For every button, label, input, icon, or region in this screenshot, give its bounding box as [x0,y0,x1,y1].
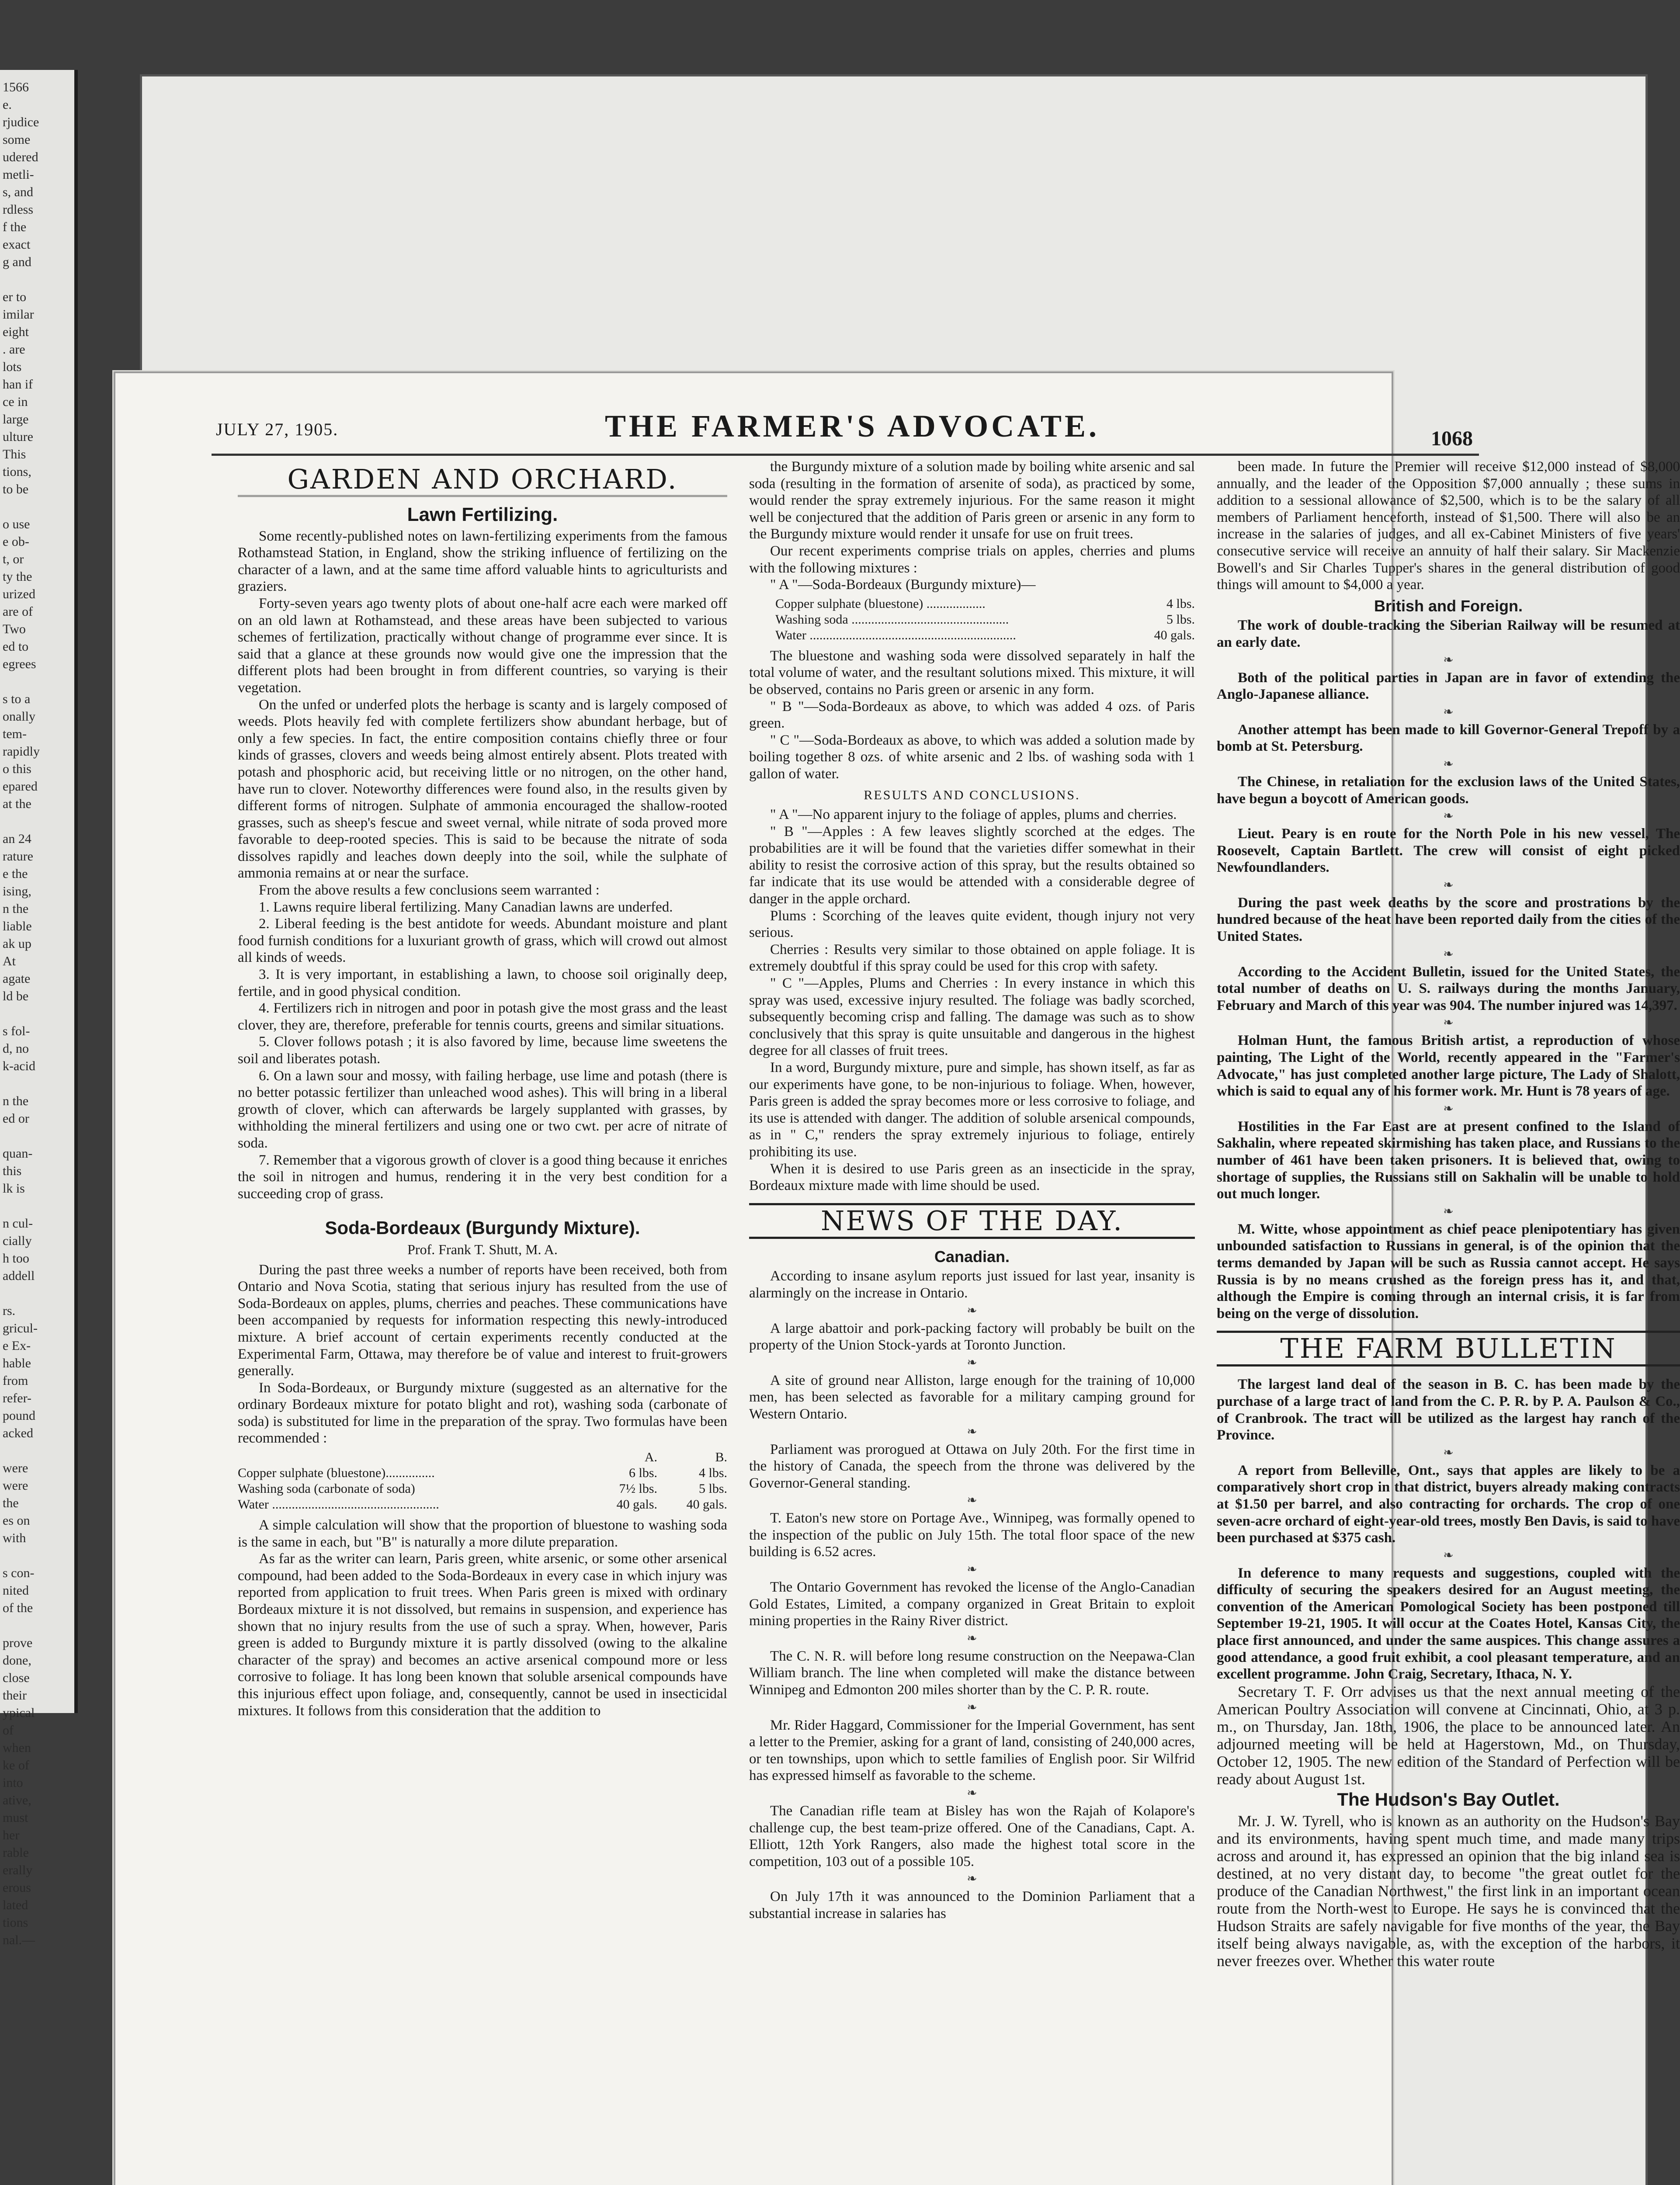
bulletin-item: In deference to many requests and suggestions, coupled with the difficulty of securing the speakers desired for an August meeting, the convention of the American Pomological Society has been postponed till September 19-21, 1905. It will occur at the Coates Hotel, Kansas City, the place first announced, and under the same auspices. This change assures a good attendance, a good fruit exhibit, a cool pleasant temperature, and an excellent programme. John Craig, Secretary, Ithaca, N. Y. [1217,1565,1680,1682]
margin-fragment: g and [3,255,31,269]
margin-fragment: es on [3,1513,30,1528]
margin-fragment: f the [3,220,27,234]
margin-fragment: were [3,1461,28,1475]
margin-fragment: cially [3,1234,32,1248]
table-cell [238,1450,587,1465]
margin-fragment: at the [3,797,31,811]
margin-fragment: quan- [3,1146,33,1161]
margin-fragment: done, [3,1653,31,1668]
margin-fragment: s fol- [3,1024,30,1038]
table-cell: 40 gals. [686,1497,727,1512]
news-item: The C. N. R. will before long resume construction on the Neepawa-Clan William branch. The line when completed will make the distance between Winnipeg and Edmonton 200 miles shorter than by the C. P. R. route. [749,1648,1195,1698]
margin-fragment: Two [3,622,26,636]
margin-fragment: lated [3,1898,28,1912]
results-body [749,806,1195,1194]
table-cell: 6 lbs. [628,1466,657,1481]
item-separator: ❧ [1443,947,1454,961]
margin-fragment: exact [3,237,31,252]
news-item: A large abattoir and pork-packing factory will probably be built on the property of the Union Stock-yards at Toronto Junction. [749,1320,1195,1353]
item-separator: ❧ [1443,757,1454,771]
margin-fragment: metli- [3,167,34,182]
news-item: The Chinese, in retaliation for the exclusion laws of the United States, have begun a boycott of American goods. [1217,773,1680,807]
paragraph: " C "—Apples, Plums and Cherries : In every instance in which this spray was used, excessive injury resulted. The foliage was badly scorched, subsequently becoming crisp and falling. The damage was such as to show conclusively that this spray is quite unsuitable and dangerous in the highest degree for all classes of fruit trees. [749,975,1195,1059]
margin-fragment: udered [3,150,38,164]
margin-fragment: addell [3,1269,35,1283]
paragraph: " A "—Soda-Bordeaux (Burgundy mixture)— [770,577,1036,593]
section-banner-garden: GARDEN AND ORCHARD. [238,464,727,497]
article-body-lawn [238,528,727,1203]
margin-fragment: er to [3,290,27,304]
table-cell: 4 lbs. [1166,596,1195,611]
bulletin-item: A report from Belleville, Ont., says that apples are likely to be a comparatively short crop in that district, buyers already making contracts at $1.50 per barrel, and also contracting for orchards. The crop of one seven-acre orchard of eight-year-old trees, mostly Ben Davis, is said to have been purchased at $375 cash. [1217,1462,1680,1546]
margin-fragment: ed or [3,1111,29,1126]
margin-fragment: o use [3,517,30,531]
margin-fragment: rjudice [3,115,39,129]
paragraph: 6. On a lawn sour and mossy, with failing herbage, use lime and potash (there is no better potassic fertilizer than unleached wood ashes). This will bring in a liberal growth of clover, which can afterwards be largely supplanted with grasses, by withholding the mineral fertilizers and using one or two cwt. per acre of nitrate of soda. [238,1068,727,1151]
paragraph: 5. Clover follows potash ; it is also favored by lime, because lime sweetens the soil and liberates potash. [238,1034,727,1067]
news-item: Mr. Rider Haggard, Commissioner for the Imperial Government, has sent a letter to the Premier, asking for a grant of land, consisting of 240,000 acres, or ten townships, upon which to settle families of English poor. Sir Wilfrid has expressed himself as favorable to the scheme. [749,1717,1195,1784]
margin-fragment: imilar [3,307,34,322]
margin-fragment: ative, [3,1793,31,1807]
article-byline: Prof. Frank T. Shutt, M. A. [407,1241,558,1257]
margin-fragment: . are [3,342,25,357]
results-heading: RESULTS AND CONCLUSIONS. [864,787,1080,802]
margin-fragment: pound [3,1408,35,1423]
article-body-soda-cont2 [749,458,1195,593]
margin-fragment: t, or [3,552,24,566]
margin-fragment: are of [3,604,33,619]
paragraph: In a word, Burgundy mixture, pure and simple, has shown itself, as far as our experiments have gone, to be non-injurious to foliage. When, however, Paris green is added the spray becomes more or less corrosive to foliage, and its use is attended with danger. The addition of soluble arsenical compounds, as in " C," renders the spray extremely injurious to foliage, entirely prohibiting its use. [749,1060,1195,1160]
paragraph: Plums : Scorching of the leaves quite evident, though injury not very serious. [749,908,1195,941]
item-separator: ❧ [1443,1548,1454,1562]
poultry-notice: Secretary T. F. Orr advises us that the next annual meeting of the American Poultry Association will convene at Cincinnati, Ohio, at 3 p. m., on Thursday, Jan. 18th, 1906, the place to be announced later. An adjourned meeting will be held at Hagerstown, Md., on Thursday, October 12, 1905. The new edition of the Standard of Perfection will be ready about August 1st. [1217,1682,1680,1788]
news-item: Another attempt has been made to kill Governor-General Trepoff by a bomb at St. Petersburg. [1217,721,1680,755]
news-item: A site of ground near Alliston, large enough for the training of 10,000 men, has been selected as favorable for a military camping ground for Western Ontario. [749,1372,1195,1422]
news-item: M. Witte, whose appointment as chief peace plenipotentiary has given unbounded satisfaction to Russians in general, is of the opinion that the terms demanded by Japan will be such as Russia cannot accept. He says Russia is by no means crushed as the foreign press has it, and that, although the Empire is coming through an internal crisis, it is far from being on the verge of dissolution. [1217,1221,1680,1321]
margin-fragment: e Ex- [3,1339,31,1353]
margin-fragment: k-acid [3,1059,35,1073]
news-item: The Ontario Government has revoked the license of the Anglo-Canadian Gold Estates, Limited, a company organized in Great Britain to exploit mining properties in the Rainy River district. [749,1579,1195,1629]
item-separator: ❧ [1443,878,1454,892]
table-cell: Washing soda (carbonate of soda) [238,1481,415,1496]
section-banner-news: NEWS OF THE DAY. [749,1203,1195,1239]
item-separator: ❧ [967,1631,977,1645]
paragraph: The bluestone and washing soda were dissolved separately in half the total volume of water, and the resultant solutions mixed. This mixture, it will be observed, contains no Paris green or arsenic in any form. [749,648,1195,697]
paragraph: During the past three weeks a number of reports have been received, both from Ontario and Nova Scotia, stating that serious injury has resulted from the use of Soda-Bordeaux on apples, plums, cherries and peaches. These communications have been accompanied by requests for information respecting this newly-introduced mixture. A brief account of certain experiments recently conducted at the Experimental Farm, Ottawa, may therefore be of value and interest to fruit-growers generally. [238,1262,727,1379]
newspaper-page [114,371,1680,2185]
table-cell: Water ............................................................... [775,628,1016,642]
margin-fragment: s to a [3,692,31,706]
margin-fragment: e ob- [3,534,29,549]
news-subhead-british: British and Foreign. [1374,597,1523,615]
section-banner-farm-bulletin: THE FARM BULLETIN [1217,1331,1680,1366]
table-cell: 40 gals. [616,1497,657,1512]
margin-fragment: erous [3,1880,31,1895]
news-item: Hostilities in the Far East are at present confined to the Island of Sakhalin, where repeated skirmishing has taken place, and Russians to the number of 461 have been taken prisoners. It is believed that, owing to shortage of supplies, the Russians still on Sakhalin will be unable to hold out much longer. [1217,1118,1680,1202]
margin-fragment: This [3,447,26,461]
item-separator: ❧ [1443,1102,1454,1116]
news-item: According to insane asylum reports just issued for last year, insanity is alarmingly on the increase in Ontario. [749,1268,1195,1301]
paragraph: Forty-seven years ago twenty plots of about one-half acre each were marked off on an old lawn at Rothamstead, and these areas have been subjected to various schemes of fertilization, practically without change of programme ever since. It is said that a glance at these grounds now would give one the impression that the different plots had been brought in from different countries, so varying is their vegetation. [238,595,727,696]
margin-fragment: epared [3,779,38,794]
margin-fragment: tions [3,1915,28,1930]
margin-fragment: must [3,1810,28,1825]
page-number: 1068 [1431,427,1473,450]
margin-fragment: n cul- [3,1216,33,1231]
paragraph: " B "—Apples : A few leaves slightly scorched at the edges. The probabilities are it will be found that the varieties differ somewhat in their ability to resist the corrosive action of this spray, but the results obtained so far indicate that its use would be attended with a considerable degree of danger in the apple orchard. [749,823,1195,907]
margin-fragment: At [3,954,16,968]
margin-fragment: some [3,132,31,147]
margin-fragment: e. [3,97,12,112]
item-separator: ❧ [1443,809,1454,823]
margin-fragment: rdless [3,202,33,217]
paragraph: When it is desired to use Paris green as an insecticide in the spray, Bordeaux mixture made with lime should be used. [749,1161,1195,1194]
margin-fragment: rature [3,849,33,864]
item-separator: ❧ [967,1356,977,1370]
margin-fragment: close [3,1671,30,1685]
previous-page-edge [0,70,78,1947]
margin-fragment: her [3,1828,20,1842]
news-subhead-canadian: Canadian. [934,1247,1010,1266]
news-items-british [1217,617,1680,1322]
margin-fragment: this [3,1164,22,1178]
margin-fragment: ty the [3,569,32,584]
margin-fragment: of the [3,1601,33,1615]
masthead-title: THE FARMER'S ADVOCATE. [605,409,1100,444]
formula-table [238,1450,727,1512]
news-item: Both of the political parties in Japan are in favor of extending the Anglo-Japanese alliance. [1217,669,1680,703]
margin-fragment: tions, [3,465,31,479]
margin-fragment: rable [3,1845,29,1860]
table-cell: 5 lbs. [698,1481,727,1496]
article-title-hudson: The Hudson's Bay Outlet. [1337,1789,1560,1810]
item-separator: ❧ [1443,1204,1454,1218]
margin-fragment: ce in [3,395,28,409]
margin-fragment: an 24 [3,832,31,846]
news-item: On July 17th it was announced to the Dominion Parliament that a substantial increase in salaries has [749,1889,1195,1921]
news-item: During the past week deaths by the score and prostrations by the hundred because of the heat have been reported daily from the cities of the United States. [1217,895,1680,945]
margin-fragment: egrees [3,657,36,671]
paragraph: In Soda-Bordeaux, or Burgundy mixture (suggested as an alternative for the ordinary Bordeaux mixture for potato blight and rot), washing soda (carbonate of soda) is substituted for lime in the preparation of the spray. Two formulas have been recommended : [238,1380,727,1446]
item-separator: ❧ [967,1425,977,1439]
paragraph: 7. Remember that a vigorous growth of clover is a good thing because it enriches the soil in nitrogen and humus, rendering it in the very best condition for a succeeding crop of grass. [238,1152,727,1202]
margin-fragment: to be [3,482,29,496]
margin-fragment: tem- [3,727,27,741]
paragraph: 4. Fertilizers rich in nitrogen and poor in potash give the most grass and the least clover, they are, therefore, preferable for tennis courts, greens and similar situations. [238,1000,727,1033]
margin-fragment: gricul- [3,1321,38,1335]
column-1 [238,458,727,1719]
margin-fragment: acked [3,1426,33,1440]
table-cell: 5 lbs. [1166,612,1195,627]
table-cell: A. [644,1450,657,1465]
news-item: According to the Accident Bulletin, issued for the United States, the total number of deaths on U. S. railways during the months January, February and March of this year was 904. The number injured was 14,397. [1217,964,1680,1013]
margin-fragment: s, and [3,185,33,199]
margin-fragment: lk is [3,1181,25,1196]
column-3 [1217,458,1680,1970]
margin-fragment: han if [3,377,33,392]
table-cell: Water ................................................... [238,1497,439,1512]
margin-fragment: urized [3,587,35,601]
paragraph: From the above results a few conclusions seem warranted : [259,882,600,898]
margin-fragment: refer- [3,1391,31,1405]
table-cell: 7½ lbs. [619,1481,657,1496]
margin-fragment: the [3,1496,19,1510]
margin-fragment: n the [3,902,29,916]
margin-fragment: when [3,1741,31,1755]
margin-fragment: rs. [3,1304,16,1318]
margin-fragment: with [3,1531,26,1545]
margin-fragment: ke of [3,1758,29,1772]
margin-fragment: their [3,1688,27,1703]
margin-fragment: h too [3,1251,29,1266]
table-cell: 40 gals. [1154,628,1195,642]
paragraph: A simple calculation will show that the proportion of bluestone to washing soda is the same in each, but "B" is naturally a more dilute preparation. [238,1517,727,1550]
news-item: The work of double-tracking the Siberian Railway will be resumed at an early date. [1217,617,1680,650]
article-body-soda [238,1262,727,1447]
news-salary-cont [1217,458,1680,593]
paragraph: 1. Lawns require liberal fertilizing. Many Canadian lawns are underfed. [259,899,673,915]
bulletin-item: The largest land deal of the season in B. C. has been made by the purchase of a large tract of land from the C. P. R. by P. A. Paulson & Co., of Cranbrook. The tract will be utilized as the largest hay ranch of the Province. [1217,1377,1680,1443]
margin-fragment: onally [3,709,35,724]
issue-date: JULY 27, 1905. [216,420,339,439]
table-cell: 4 lbs. [698,1466,727,1481]
margin-fragment: prove [3,1636,33,1650]
news-item: Lieut. Peary is en route for the North Pole in his new vessel, The Roosevelt, Captain Bartlett. The crew will consist of eight picked Newfoundlanders. [1217,826,1680,876]
margin-fragment: d, no [3,1041,29,1056]
paragraph: As far as the writer can learn, Paris green, white arsenic, or some other arsenical compound, had been added to the Soda-Bordeaux in every case in which injury was reported from application to fruit trees. When Paris green is mixed with ordinary Bordeaux mixture it is not dissolved, but remains in suspension, and experience has shown that no injury results from the use of such a spray. When, however, Paris green is added to Burgundy mixture it is partly dissolved (owing to the alkaline character of the spray) and becomes an active arsenical compound more or less corrosive to foliage. It has long been known that soluble arsenical compounds have this injurious effect upon foliage, and, consequently, cannot be used in insecticidal mixtures. It follows from this consideration that the addition to [238,1551,727,1719]
paragraph: the Burgundy mixture of a solution made by boiling white arsenic and sal soda (resulting in the formation of arsenite of soda), as practiced by some, would render the spray extremely injurious. For the same reason it might well be conjectured that the addition of Paris green or arsenic in any form to the Burgundy mixture would render it unsafe for use on fruit trees. [749,459,1195,542]
margin-fragment: rapidly [3,744,40,759]
margin-fragment: ypical [3,1706,35,1720]
margin-fragment: ak up [3,936,31,951]
item-separator: ❧ [967,1786,977,1800]
item-separator: ❧ [967,1700,977,1714]
margin-fragment: o this [3,762,31,776]
item-separator: ❧ [1443,1446,1454,1460]
table-cell: Copper sulphate (bluestone)............... [238,1466,435,1481]
margin-fragment: ising, [3,884,31,898]
margin-fragment: ld be [3,989,29,1003]
margin-fragment: nited [3,1583,29,1598]
paragraph: " B "—Soda-Bordeaux as above, to which was added 4 ozs. of Paris green. [749,698,1195,732]
item-separator: ❧ [1443,653,1454,667]
mixture-table [775,596,1195,643]
item-separator: ❧ [1443,705,1454,719]
margin-fragment: s con- [3,1566,35,1580]
article-title-soda: Soda-Bordeaux (Burgundy Mixture). [325,1217,640,1238]
paragraph: Some recently-published notes on lawn-fertilizing experiments from the famous Rothamstead Station, in England, show the striking influence of fertilizing on the character of a lawn, and at the same time afford valuable hints to agriculturists and graziers. [238,528,727,595]
table-cell: B. [715,1450,727,1465]
column-2 [749,458,1195,1922]
news-items-canadian [749,1268,1195,1922]
margin-fragment: e the [3,867,28,881]
margin-fragment: n the [3,1094,29,1108]
margin-fragment: eight [3,325,29,339]
news-item: T. Eaton's new store on Portage Ave., Winnipeg, was formally opened to the inspection of the public on July 15th. The total floor space of the new building is 6.52 acres. [749,1510,1195,1560]
margin-fragment: of [3,1723,14,1738]
margin-fragment: ed to [3,639,29,654]
farm-bulletin-items [1217,1376,1680,1683]
margin-fragment: lots [3,360,22,374]
paragraph: " C "—Soda-Bordeaux as above, to which was added a solution made by boiling together 8 ozs. of white arsenic and 2 lbs. of washing soda with 1 gallon of water. [749,732,1195,782]
item-separator: ❧ [1443,1016,1454,1030]
margin-fragment: 1566 [3,80,29,94]
news-item: Parliament was prorogued at Ottawa on July 20th. For the first time in the history of Canada, the speech from the throne was delivered by the Governor-General standing. [749,1441,1195,1491]
article-body-hudson: Mr. J. W. Tyrell, who is known as an authority on the Hudson's Bay and its environments, having spent much time, and made many trips across and around it, has expressed an opinion that the big inland sea is destined, at no very distant day, to become "the great outlet for the produce of the Canadian Northwest," the first link in an important ocean route from the North-west to Europe. He says he is convinced that the Hudson Straits are safely navigable for five months of the year, the Bay itself being always navigable, as, with the exception of the harbors, it never freezes over. Whether this water route [1217,1812,1680,1970]
margin-fragment: agate [3,971,31,986]
margin-fragment: nal.— [3,1933,35,1947]
paragraph: been made. In future the Premier will receive $12,000 instead of $8,000 annually, and the leader of the Opposition $7,000 annually ; these sums in addition to a sessional allowance of $2,500, which is to be the salary of all members of Parliament henceforth, instead of $1,500. There will also be an increase in the salaries of judges, and all ex-Cabinet Ministers of five years' consecutive service will receive an annuity of half their salary. Sir Mackenzie Bowell's and Sir Charles Tupper's shares in the general distribution of good things will amount to $4,000 a year. [1217,459,1680,593]
margin-fragment: from [3,1373,28,1388]
paragraph: Cherries : Results very similar to those obtained on apple foliage. It is extremely doubtful if this spray could be used for this crop with safety. [749,941,1195,975]
article-body-soda-cont [238,1517,727,1719]
item-separator: ❧ [967,1563,977,1577]
margin-fragment: ulture [3,430,33,444]
paragraph: Our recent experiments comprise trials on apples, cherries and plums with the following mixtures : [749,543,1195,576]
news-item: The Canadian rifle team at Bisley has won the Rajah of Kolapore's challenge cup, the best team-prize offered. One of the Canadians, Capt. A. Elliott, 12th York Rangers, also made the highest total score in the competition, 103 out of a possible 105. [749,1803,1195,1869]
header-rule [212,454,1479,456]
item-separator: ❧ [967,1494,977,1508]
margin-fragment: liable [3,919,32,933]
table-cell: Washing soda ................................................ [775,612,1009,627]
margin-fragment: into [3,1776,23,1790]
paragraph: 2. Liberal feeding is the best antidote for weeds. Abundant moisture and plant food furnish conditions for a luxuriant growth of grass, which will crowd out almost all kinds of weeds. [238,916,727,966]
item-separator: ❧ [967,1872,977,1886]
article-title-lawn: Lawn Fertilizing. [407,504,558,525]
margin-fragment: large [3,412,29,427]
paragraph: 3. It is very important, in establishing a lawn, to choose soil originally deep, fertile, and in good physical condition. [238,967,727,999]
item-separator: ❧ [967,1304,977,1318]
margin-fragment: erally [3,1863,33,1877]
paragraph: " A "—No apparent injury to the foliage of apples, plums and cherries. [770,807,1177,823]
mixture-notes [749,648,1195,783]
paragraph: On the unfed or underfed plots the herbage is scanty and is largely composed of weeds. Plots heavily fed with complete fertilizers show abundant herbage, but of only a few species. In fact, the entire composition contains chiefly three or four kinds of grasses, clovers and weeds being almost entirely absent. Plots treated with potash and phosphoric acid, but receiving little or no nitrogen, on the other hand, have run to clover. Noteworthy differences were found also, in the results given by different forms of nitrogen. Sulphate of ammonia encouraged the shallow-rooted grasses, such as sheep's fescue and sweet vernal, while nitrate of soda proved more favorable to deep-rooted species. This is said to be because the nitrate of soda dissolves rapidly and leaches down deeply into the soil, while the sulphate of ammonia remains at or near the surface. [238,697,727,881]
news-item: Holman Hunt, the famous British artist, a reproduction of whose painting, The Light of the World, recently appeared in the "Farmer's Advocate," has just completed another large picture, The Lady of Shalott, which is said to equal any of his former work. Mr. Hunt is 78 years of age. [1217,1033,1680,1099]
table-cell: Copper sulphate (bluestone) .................. [775,596,986,611]
margin-fragment: hable [3,1356,31,1370]
margin-fragment: were [3,1478,28,1493]
